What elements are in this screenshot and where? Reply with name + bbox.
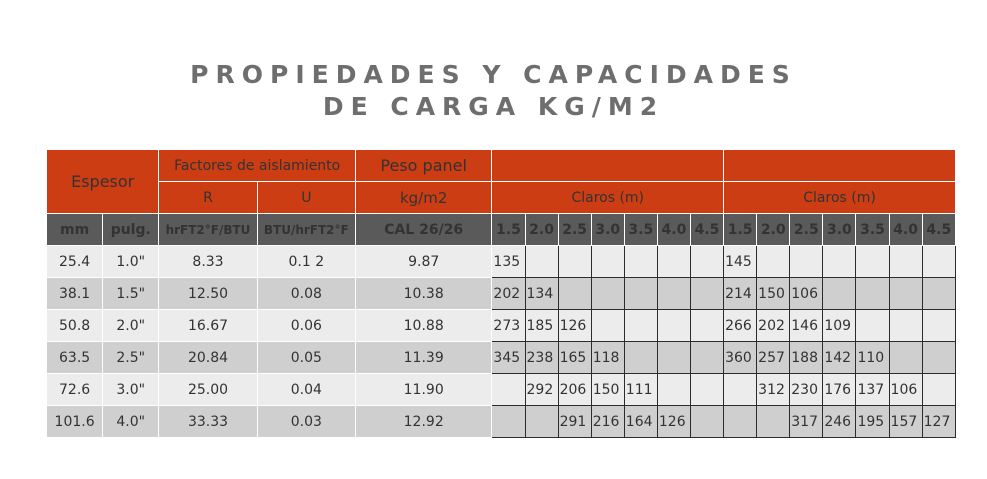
table-row — [47, 342, 956, 374]
cell-u: 0.04 — [257, 374, 355, 406]
cell-mm: 38.1 — [47, 278, 103, 310]
capacity-cell: 291 — [558, 406, 591, 438]
capacity-cell: 317 — [790, 406, 823, 438]
capacity-cell — [922, 246, 955, 278]
capacity-cell: 142 — [823, 342, 856, 374]
span-header-a-4: 3.5 — [624, 214, 657, 246]
capacity-cell — [657, 342, 690, 374]
capacity-cell: 165 — [558, 342, 591, 374]
cell-peso: 11.90 — [355, 374, 491, 406]
capacity-cell: 145 — [724, 246, 757, 278]
capacity-cell: 137 — [856, 374, 889, 406]
capacity-cell — [624, 342, 657, 374]
header-blank-b — [724, 150, 956, 182]
cell-mm: 63.5 — [47, 342, 103, 374]
span-header-a-6: 4.5 — [690, 214, 723, 246]
capacity-cell — [690, 246, 723, 278]
capacity-cell — [922, 374, 955, 406]
capacity-cell: 110 — [856, 342, 889, 374]
capacity-cell: 134 — [525, 278, 558, 310]
cell-mm: 101.6 — [47, 406, 103, 438]
table-row — [47, 406, 956, 438]
cell-r: 25.00 — [159, 374, 257, 406]
capacity-cell — [558, 278, 591, 310]
capacity-cell: 360 — [724, 342, 757, 374]
cell-mm: 50.8 — [47, 310, 103, 342]
capacity-cell — [657, 374, 690, 406]
header-row-2 — [47, 182, 956, 214]
header-r: R — [159, 182, 257, 214]
cell-peso: 10.38 — [355, 278, 491, 310]
capacity-cell: 246 — [823, 406, 856, 438]
capacity-cell — [657, 278, 690, 310]
capacity-cell — [624, 310, 657, 342]
header-peso-panel: Peso panel — [355, 150, 491, 182]
header-kg-m2: kg/m2 — [355, 182, 491, 214]
cell-pulg: 2.0" — [103, 310, 159, 342]
capacity-cell — [757, 246, 790, 278]
table-row — [47, 246, 956, 278]
capacity-cell: 202 — [757, 310, 790, 342]
capacity-cell — [856, 278, 889, 310]
table-row — [47, 278, 956, 310]
span-header-b-3: 3.0 — [823, 214, 856, 246]
capacity-cell: 195 — [856, 406, 889, 438]
subheader-pulg: pulg. — [103, 214, 159, 246]
capacity-cell — [790, 246, 823, 278]
capacity-cell: 106 — [790, 278, 823, 310]
cell-mm: 72.6 — [47, 374, 103, 406]
capacity-cell — [757, 406, 790, 438]
span-header-b-2: 2.5 — [790, 214, 823, 246]
cell-pulg: 3.0" — [103, 374, 159, 406]
load-capacity-table — [46, 149, 956, 438]
capacity-cell: 176 — [823, 374, 856, 406]
capacity-cell — [624, 278, 657, 310]
capacity-cell — [889, 278, 922, 310]
capacity-cell — [922, 342, 955, 374]
span-header-a-0: 1.5 — [492, 214, 525, 246]
span-header-a-5: 4.0 — [657, 214, 690, 246]
capacity-cell — [558, 246, 591, 278]
capacity-cell: 214 — [724, 278, 757, 310]
title-line-1: PROPIEDADES Y CAPACIDADES — [190, 60, 797, 89]
capacity-cell: 106 — [889, 374, 922, 406]
cell-r: 33.33 — [159, 406, 257, 438]
header-factores: Factores de aislamiento — [159, 150, 356, 182]
capacity-cell — [724, 406, 757, 438]
capacity-cell — [922, 310, 955, 342]
cell-pulg: 1.5" — [103, 278, 159, 310]
capacity-cell — [591, 246, 624, 278]
capacity-cell — [856, 246, 889, 278]
capacity-cell — [856, 310, 889, 342]
capacity-cell: 146 — [790, 310, 823, 342]
capacity-cell: 216 — [591, 406, 624, 438]
span-header-b-4: 3.5 — [856, 214, 889, 246]
capacity-cell — [591, 278, 624, 310]
cell-pulg: 4.0" — [103, 406, 159, 438]
capacity-cell — [690, 278, 723, 310]
subheader-mm: mm — [47, 214, 103, 246]
cell-u: 0.05 — [257, 342, 355, 374]
capacity-cell: 345 — [492, 342, 525, 374]
capacity-cell: 111 — [624, 374, 657, 406]
capacity-cell — [525, 246, 558, 278]
span-header-b-0: 1.5 — [724, 214, 757, 246]
capacity-cell: 273 — [492, 310, 525, 342]
cell-peso: 12.92 — [355, 406, 491, 438]
capacity-cell — [624, 246, 657, 278]
capacity-cell: 150 — [757, 278, 790, 310]
capacity-cell — [591, 310, 624, 342]
capacity-cell — [724, 374, 757, 406]
cell-peso: 10.88 — [355, 310, 491, 342]
cell-r: 12.50 — [159, 278, 257, 310]
capacity-cell: 238 — [525, 342, 558, 374]
capacity-cell: 292 — [525, 374, 558, 406]
header-claros-b: Claros (m) — [724, 182, 956, 214]
capacity-cell — [690, 374, 723, 406]
cell-r: 8.33 — [159, 246, 257, 278]
capacity-cell — [657, 246, 690, 278]
capacity-cell: 135 — [492, 246, 525, 278]
cell-pulg: 2.5" — [103, 342, 159, 374]
capacity-cell — [823, 278, 856, 310]
capacity-cell: 150 — [591, 374, 624, 406]
capacity-cell — [492, 374, 525, 406]
cell-peso: 9.87 — [355, 246, 491, 278]
cell-mm: 25.4 — [47, 246, 103, 278]
capacity-cell: 109 — [823, 310, 856, 342]
capacity-cell: 206 — [558, 374, 591, 406]
capacity-cell — [492, 406, 525, 438]
capacity-cell: 185 — [525, 310, 558, 342]
cell-u: 0.08 — [257, 278, 355, 310]
header-u: U — [257, 182, 355, 214]
capacity-cell: 188 — [790, 342, 823, 374]
capacity-cell: 157 — [889, 406, 922, 438]
capacity-cell: 257 — [757, 342, 790, 374]
capacity-cell: 126 — [558, 310, 591, 342]
capacity-cell — [922, 278, 955, 310]
header-row-1 — [47, 150, 956, 182]
capacity-cell — [889, 342, 922, 374]
subheader-u-unit: BTU/hrFT2°F — [257, 214, 355, 246]
capacity-cell — [889, 246, 922, 278]
capacity-cell: 312 — [757, 374, 790, 406]
span-header-b-5: 4.0 — [889, 214, 922, 246]
cell-r: 20.84 — [159, 342, 257, 374]
capacity-cell: 266 — [724, 310, 757, 342]
capacity-cell: 164 — [624, 406, 657, 438]
cell-u: 0.06 — [257, 310, 355, 342]
capacity-cell — [690, 342, 723, 374]
title-line-2: DE CARGA KG/M2 — [322, 92, 665, 121]
span-header-a-3: 3.0 — [591, 214, 624, 246]
subheader-r-unit: hrFT2°F/BTU — [159, 214, 257, 246]
span-header-b-1: 2.0 — [757, 214, 790, 246]
cell-peso: 11.39 — [355, 342, 491, 374]
capacity-cell: 126 — [657, 406, 690, 438]
cell-u: 0.1 2 — [257, 246, 355, 278]
capacity-cell — [889, 310, 922, 342]
span-header-a-1: 2.0 — [525, 214, 558, 246]
capacity-cell: 118 — [591, 342, 624, 374]
subheader-cal: CAL 26/26 — [355, 214, 491, 246]
span-header-b-6: 4.5 — [922, 214, 955, 246]
capacity-cell: 127 — [922, 406, 955, 438]
cell-pulg: 1.0" — [103, 246, 159, 278]
table-row — [47, 310, 956, 342]
span-header-a-2: 2.5 — [558, 214, 591, 246]
table-row — [47, 374, 956, 406]
cell-r: 16.67 — [159, 310, 257, 342]
header-claros-a: Claros (m) — [492, 182, 724, 214]
header-espesor: Espesor — [47, 150, 159, 214]
capacity-cell: 230 — [790, 374, 823, 406]
cell-u: 0.03 — [257, 406, 355, 438]
capacity-cell — [525, 406, 558, 438]
capacity-cell: 202 — [492, 278, 525, 310]
capacity-cell — [657, 310, 690, 342]
capacity-cell — [690, 310, 723, 342]
subheader-row — [47, 214, 956, 246]
capacity-cell — [690, 406, 723, 438]
capacity-cell — [823, 246, 856, 278]
header-blank-a — [492, 150, 724, 182]
